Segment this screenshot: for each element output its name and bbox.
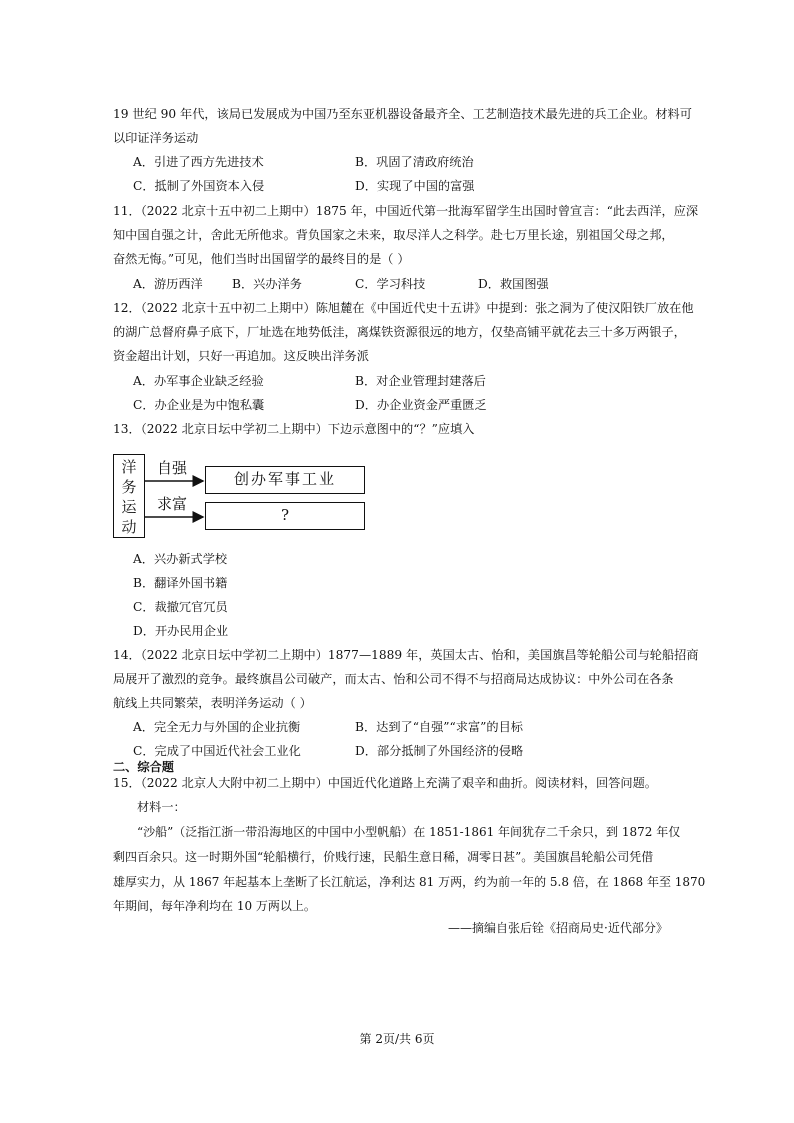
q13-stem: 13．（2022 北京日坛中学初二上期中）下边示意图中的“？”应填入: [113, 422, 475, 436]
q10-stem-line2: 以印证洋务运动: [113, 131, 199, 145]
diagram-vertical-char: 务: [121, 478, 137, 496]
q12-stem-line1: 12．（2022 北京十五中初二上期中）陈旭麓在《中国近代史十五讲》中提到：张之洞为了使汉阳铁厂放在他: [113, 301, 694, 315]
q15-source: ——摘编自张后铨《招商局史·近代部分》: [448, 921, 668, 935]
q13-option-d: D．开办民用企业: [133, 624, 229, 638]
q11-stem-line3: 奋然无悔。”可见，他们当时出国留学的最终目的是（ ）: [113, 252, 410, 266]
q12-option-d: D．办企业资金严重匮乏: [355, 398, 487, 412]
q11-stem-line1: 11．（2022 北京十五中初二上期中）1875 年，中国近代第一批海军留学生出国时曾宣言：“此去西洋，应深: [113, 204, 699, 218]
q15-stem: 15．（2022 北京人大附中初二上期中）中国近代化道路上充满了艰辛和曲折。阅读材料，回答问题。: [113, 776, 657, 790]
q13-option-b: B．翻译外国书籍: [133, 576, 228, 590]
q12-stem-line3: 资金超出计划，只好一再追加。这反映出洋务派: [113, 349, 369, 363]
diagram-vertical-char: 动: [121, 518, 137, 536]
section-heading: 二、综合题: [113, 760, 174, 774]
q15-material-line1: “沙船”（泛指江浙一带沿海地区的中国中小型帆船）在 1851-1861 年间犹存二千余只，到 1872 年仅: [137, 825, 681, 839]
q10-option-d: D．实现了中国的富强: [355, 179, 475, 193]
q11-option-b: B．兴办洋务: [232, 277, 302, 291]
diagram-box-bottom: ?: [205, 502, 365, 530]
q10-stem-line1: 19 世纪 90 年代，该局已发展成为中国乃至东亚机器设备最齐全、工艺制造技术最先进的兵工企业。材料可: [113, 107, 692, 121]
q14-stem-line2: 局展开了激烈的竞争。最终旗昌公司破产，而太古、怡和公司不得不与招商局达成协议：中外公司在各条: [113, 672, 674, 686]
q14-option-c: C．完成了中国近代社会工业化: [133, 744, 301, 758]
diagram-box-top: 创办军事工业: [205, 466, 365, 494]
diagram-vertical-char: 洋: [121, 458, 137, 476]
q10-option-c: C．抵制了外国资本入侵: [133, 179, 265, 193]
q10-option-a: A．引进了西方先进技术: [133, 155, 264, 169]
q11-option-d: D．救国图强: [478, 277, 549, 291]
q15-material-line2: 剩四百余只。这一时期外国“轮船横行，价贱行速，民船生意日稀，凋零日甚”。美国旗昌轮船公司凭借: [113, 850, 654, 864]
q14-option-a: A．完全无力与外国的企业抗衡: [133, 720, 301, 734]
q12-option-b: B．对企业管理封建落后: [355, 374, 486, 388]
page-number: 第 2页/共 6页: [359, 1032, 435, 1046]
q14-option-b: B．达到了“自强”“求富”的目标: [355, 720, 523, 734]
q12-stem-line2: 的湖广总督府鼻子底下，厂址选在地势低洼，离煤铁资源很远的地方，仅垫高铺平就花去三十多万两银子，: [113, 325, 686, 339]
q14-stem-line3: 航线上共同繁荣，表明洋务运动（ ）: [113, 696, 312, 710]
q12-option-c: C．办企业是为中饱私囊: [133, 398, 265, 412]
diagram-vertical-char: 运: [121, 498, 137, 516]
q14-option-d: D．部分抵制了外国经济的侵略: [355, 744, 524, 758]
q15-material-label: 材料一：: [137, 800, 186, 814]
diagram-branch-bottom: 求富: [157, 495, 188, 513]
diagram-branch-top: 自强: [157, 459, 188, 477]
q11-stem-line2: 知中国自强之计，舍此无所他求。背负国家之未来，取尽洋人之科学。赴七万里长途，别祖国父母之邦，: [113, 228, 674, 242]
q10-option-b: B．巩固了清政府统治: [355, 155, 474, 169]
q15-material-line4: 年期间，每年净利均在 10 万两以上。: [113, 899, 316, 913]
q13-option-a: A．兴办新式学校: [133, 552, 228, 566]
q11-option-c: C．学习科技: [355, 277, 426, 291]
q11-option-a: A．游历西洋: [133, 277, 203, 291]
q14-stem-line1: 14．（2022 北京日坛中学初二上期中）1877—1889 年，英国太古、怡和，美国旗昌等轮船公司与轮船招商: [113, 648, 699, 662]
yangwu-diagram: [113, 448, 369, 544]
q13-option-c: C．裁撤冗官冗员: [133, 600, 228, 614]
q15-material-line3: 雄厚实力，从 1867 年起基本上垄断了长江航运，净利达 81 万两，约为前一年的 5.8 倍，在 1868 年至 1870: [113, 875, 706, 889]
q12-option-a: A．办军事企业缺乏经验: [133, 374, 264, 388]
